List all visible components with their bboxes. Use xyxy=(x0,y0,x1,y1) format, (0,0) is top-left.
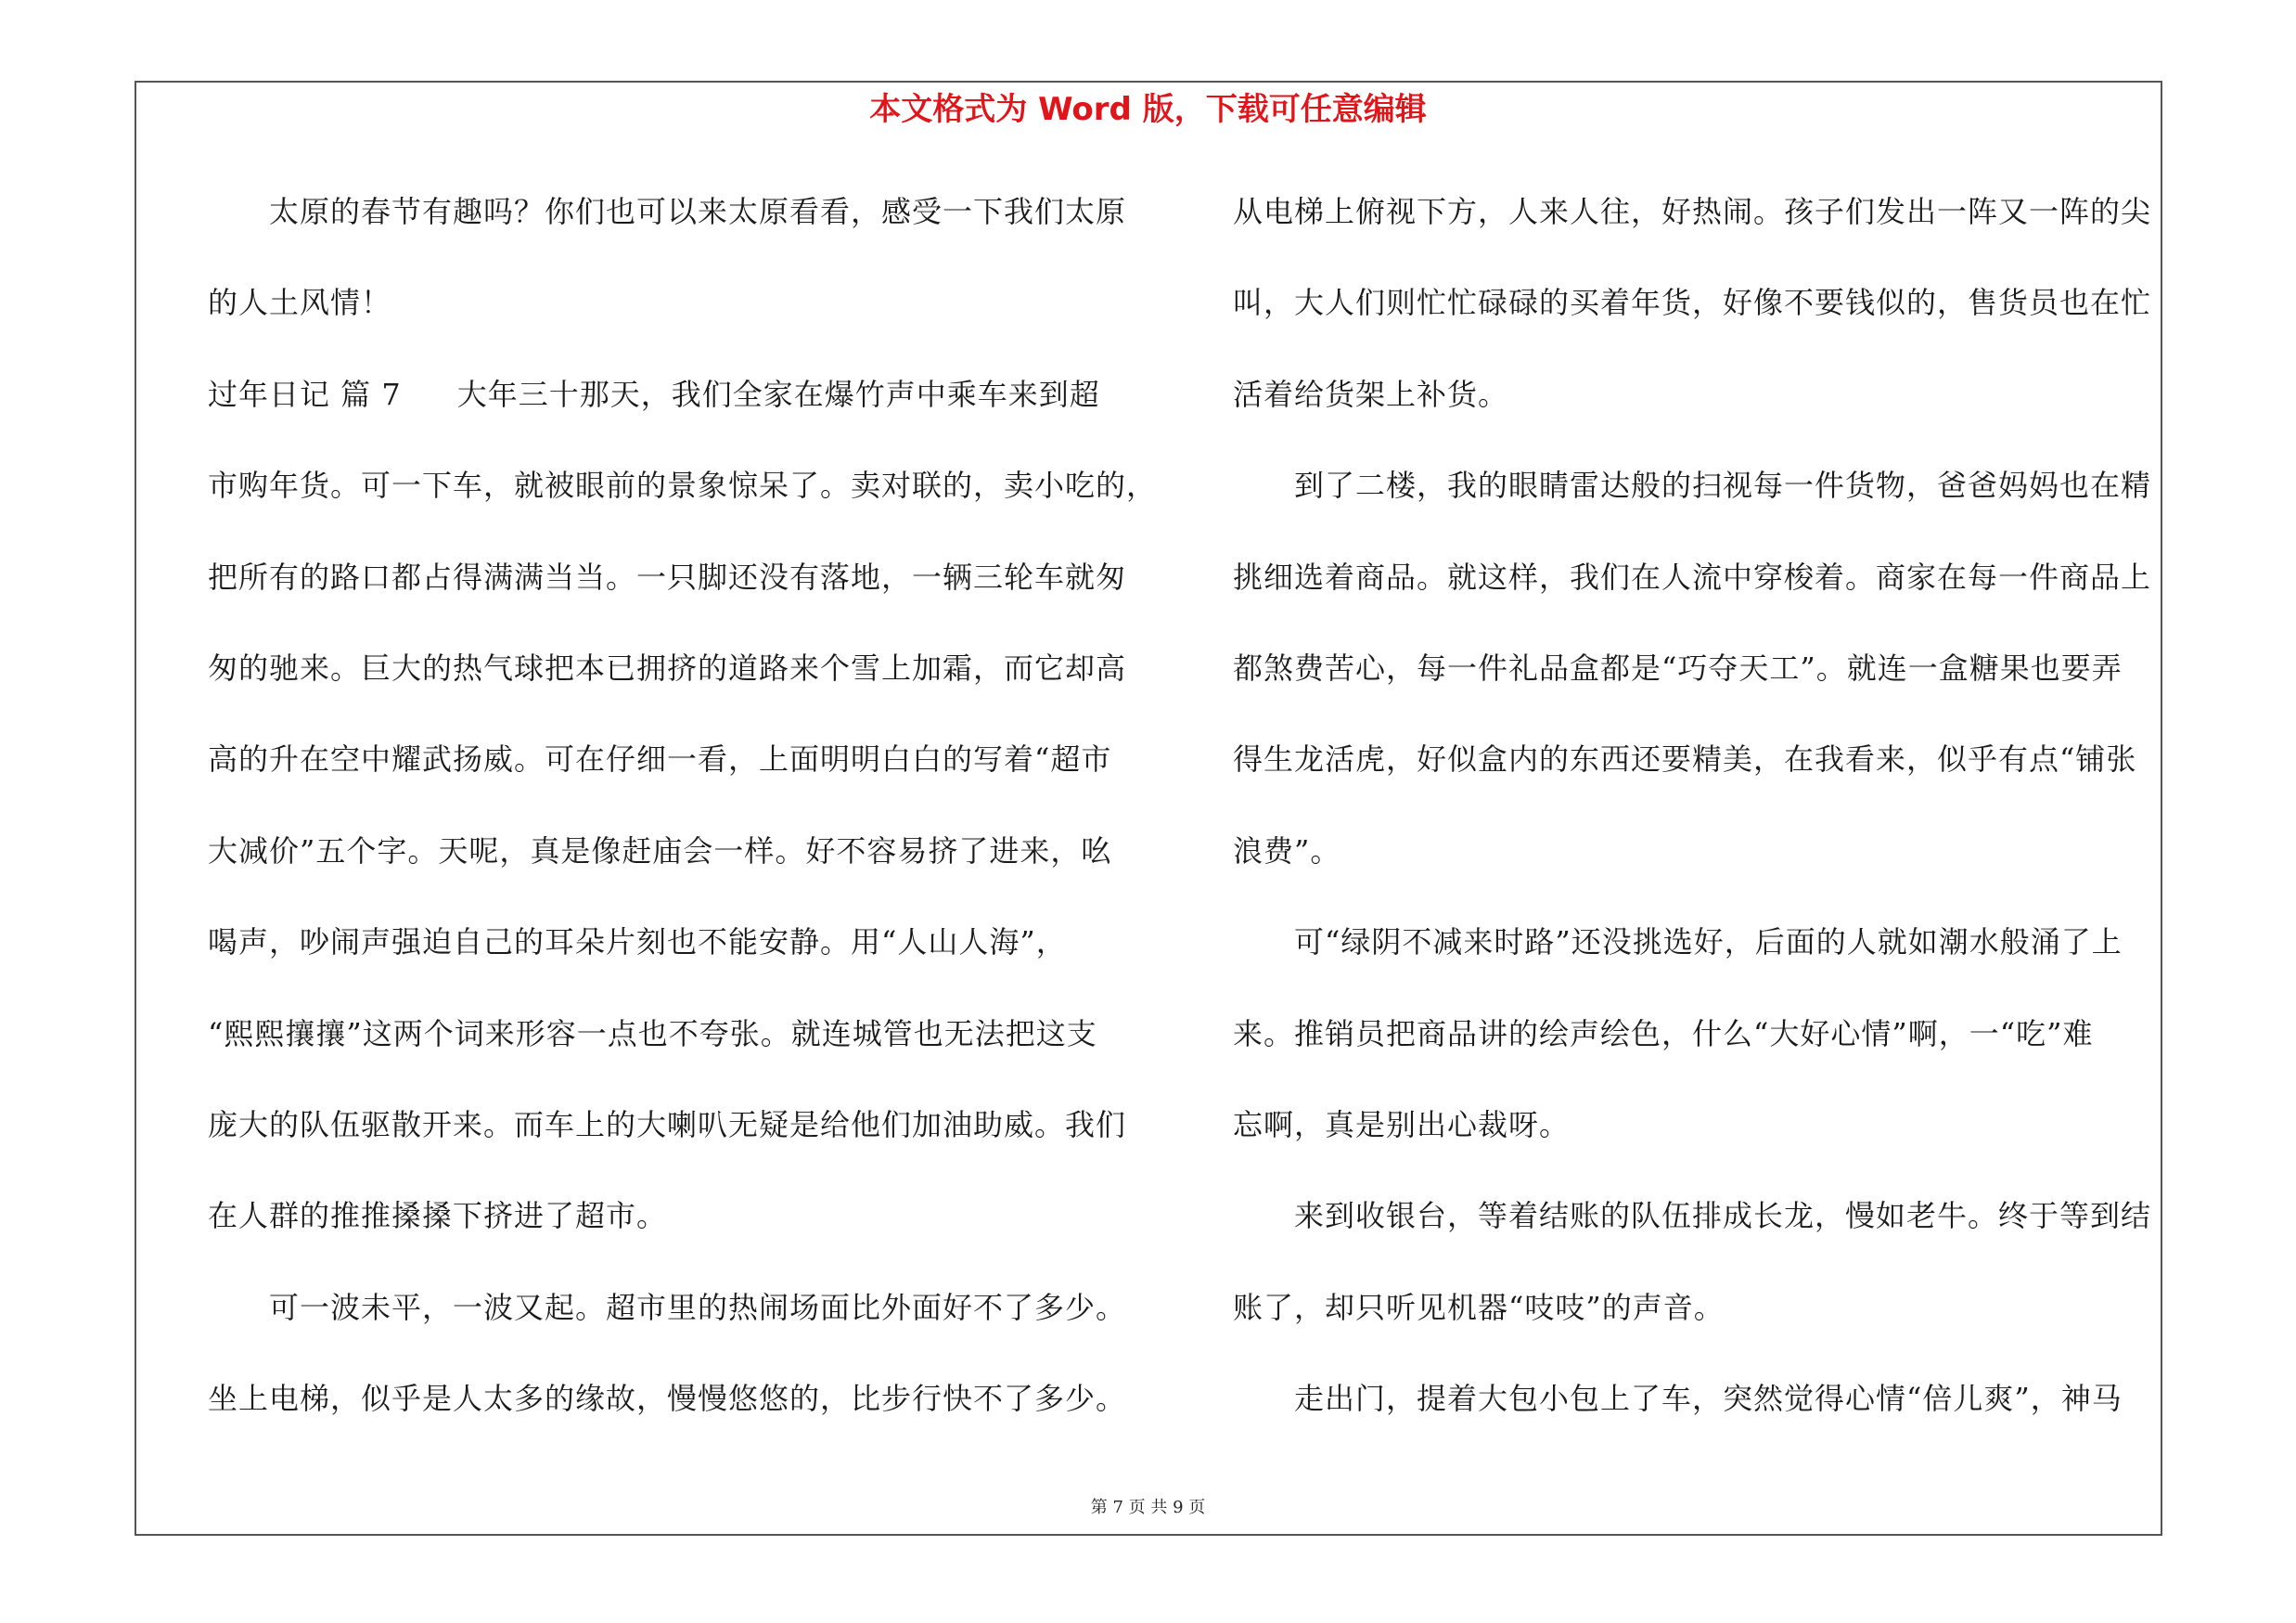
text-line: 账了，却只听见机器“吱吱”的声音。 xyxy=(1233,1289,1725,1325)
text-line: 来到收银台，等着结账的队伍排成长龙，慢如老牛。终于等到结 xyxy=(1294,1198,2152,1234)
text-line: 从电梯上俯视下方，人来人往，好热闹。孩子们发出一阵又一阵的尖 xyxy=(1233,194,2152,229)
text-line: 高的升在空中耀武扬威。可在仔细一看，上面明明白白的写着“超市 xyxy=(208,741,1112,778)
right-column xyxy=(1233,182,2151,1460)
text-line: 可一波未平，一波又起。超市里的热闹场面比外面好不了多少。 xyxy=(269,1289,1127,1325)
text-line: 的人土风情！ xyxy=(208,285,392,321)
text-line: 坐上电梯，似乎是人太多的缘故，慢慢悠悠的，比步行快不了多少。 xyxy=(208,1381,1127,1417)
page-number: 第 7 页 共 9 页 xyxy=(1090,1498,1206,1517)
text-line: 走出门，提着大包小包上了车，突然觉得心情“倍儿爽”，神马 xyxy=(1294,1381,2123,1417)
text-line: 市购年货。可一下车，就被眼前的景象惊呆了。卖对联的，卖小吃的， xyxy=(208,468,1158,504)
text-line: “熙熙攘攘”这两个词来形容一点也不夸张。就连城管也无法把这支 xyxy=(208,1015,1097,1051)
section-heading: 过年日记 篇 7 xyxy=(208,376,402,412)
text-line: 活着给货架上补货。 xyxy=(1233,376,1509,412)
text-line: 大年三十那天，我们全家在爆竹声中乘车来到超 xyxy=(456,376,1100,412)
section-heading-line xyxy=(208,365,1126,456)
text-line: 大减价”五个字。天呢，真是像赶庙会一样。好不容易挤了进来，吆 xyxy=(208,832,1112,869)
text-line: 把所有的路口都占得满满当当。一只脚还没有落地，一辆三轮车就匆 xyxy=(208,559,1127,595)
text-line: 可“绿阴不减来时路”还没挑选好，后面的人就如潮水般涌了上 xyxy=(1294,924,2123,960)
text-line: 叫，大人们则忙忙碌碌的买着年货，好像不要钱似的，售货员也在忙 xyxy=(1233,285,2152,321)
text-line: 庞大的队伍驱散开来。而车上的大喇叭无疑是给他们加油助威。我们 xyxy=(208,1106,1127,1142)
text-line: 在人群的推推搡搡下挤进了超市。 xyxy=(208,1198,668,1234)
text-line: 浪费”。 xyxy=(1233,832,1341,869)
document-header: 本文格式为 Word 版，下载可任意编辑 xyxy=(869,91,1427,128)
text-line: 都煞费苦心，每一件礼品盒都是“巧夺天工”。就连一盒糖果也要弄 xyxy=(1233,650,2123,686)
text-line: 到了二楼，我的眼睛雷达般的扫视每一件货物，爸爸妈妈也在精 xyxy=(1294,468,2152,504)
text-line: 来。推销员把商品讲的绘声绘色，什么“大好心情”啊，一“吃”难 xyxy=(1233,1015,2094,1051)
text-line: 得生龙活虎，好似盒内的东西还要精美，在我看来，似乎有点“铺张 xyxy=(1233,741,2137,778)
text-line: 挑细选着商品。就这样，我们在人流中穿梭着。商家在每一件商品上 xyxy=(1233,559,2152,595)
text-line: 忘啊，真是别出心裁呀。 xyxy=(1233,1106,1571,1142)
text-line: 匆的驰来。巨大的热气球把本已拥挤的道路来个雪上加霜，而它却高 xyxy=(208,650,1127,686)
left-column xyxy=(208,182,1158,1460)
text-line: 喝声，吵闹声强迫自己的耳朵片刻也不能安静。用“人山人海”， xyxy=(208,924,1067,960)
text-line: 太原的春节有趣吗？你们也可以来太原看看，感受一下我们太原 xyxy=(269,194,1127,229)
